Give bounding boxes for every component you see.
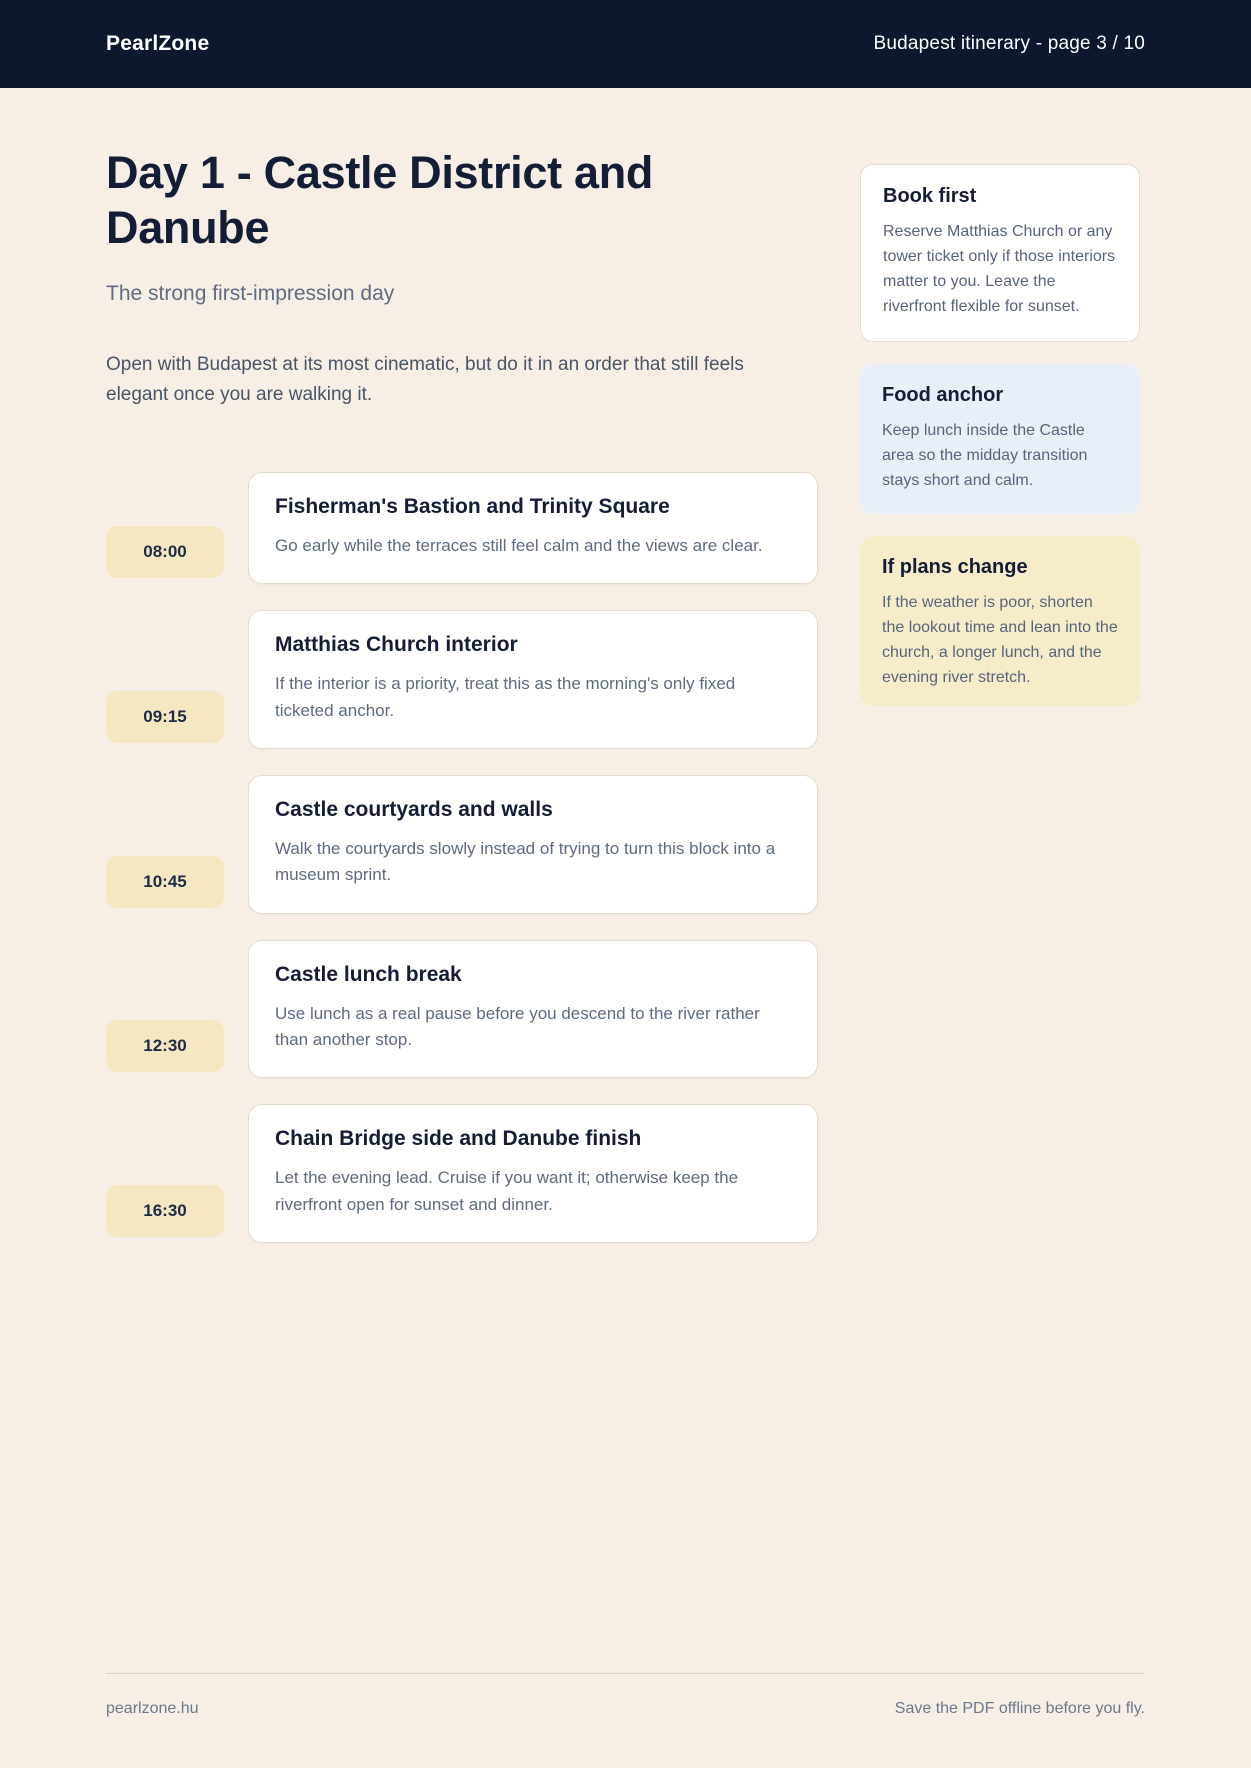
timeline-item xyxy=(106,775,818,914)
timeline-description: Let the evening lead. Cruise if you want it; otherwise keep the riverfront open for sunset and dinner. xyxy=(275,1168,739,1214)
timeline-card xyxy=(248,610,818,749)
timeline-item xyxy=(106,940,818,1079)
timeline-list xyxy=(106,472,818,1243)
sidebar-notes xyxy=(860,146,1140,1243)
note-title: Book first xyxy=(883,185,977,207)
timeline-description: Use lunch as a real pause before you descend to the river rather than another stop. xyxy=(275,1003,760,1049)
intro-paragraph: Open with Budapest at its most cinematic, but do it in an order that still feels elegant once you are walking it. xyxy=(106,353,744,405)
timeline-title: Chain Bridge side and Danube finish xyxy=(275,1127,642,1151)
footer-site: pearlzone.hu xyxy=(106,1700,199,1717)
timeline-description: Walk the courtyards slowly instead of trying to turn this block into a museum sprint. xyxy=(275,838,776,885)
note-title: Food anchor xyxy=(882,384,1004,406)
timeline-time: 12:30 xyxy=(106,1020,224,1072)
timeline-card xyxy=(248,472,818,584)
note-card-food-anchor xyxy=(860,364,1140,514)
note-card-if-plans-change xyxy=(860,536,1140,706)
timeline-card xyxy=(248,775,818,914)
timeline-time: 09:15 xyxy=(106,691,224,743)
footer-note: Save the PDF offline before you fly. xyxy=(894,1700,1145,1717)
page-body xyxy=(0,88,1251,1717)
timeline-time: 16:30 xyxy=(106,1185,224,1237)
timeline-time: 10:45 xyxy=(106,856,224,908)
timeline-item xyxy=(106,1104,818,1243)
timeline-item xyxy=(106,472,818,584)
document-footer xyxy=(106,1673,1145,1718)
timeline-description: If the interior is a priority, treat this as the morning's only fixed ticketed anchor. xyxy=(275,674,736,720)
timeline-title: Matthias Church interior xyxy=(275,633,518,657)
note-card-book-first xyxy=(860,164,1140,342)
timeline-item xyxy=(106,610,818,749)
timeline-card xyxy=(248,1104,818,1243)
brand-name: PearlZone xyxy=(106,32,210,55)
note-body: Reserve Matthias Church or any tower ticket only if those interiors matter to you. Leave the riverfront flexible for sunset. xyxy=(883,223,1116,315)
document-header xyxy=(0,0,1251,88)
note-body: Keep lunch inside the Castle area so the midday transition stays short and calm. xyxy=(882,422,1088,489)
note-body: If the weather is poor, shorten the lookout time and lean into the church, a longer lunch, and the evening river stretch. xyxy=(882,594,1118,686)
timeline-title: Castle lunch break xyxy=(275,962,462,986)
page-title: Day 1 - Castle District and Danube xyxy=(106,147,654,253)
document-meta: Budapest itinerary - page 3 / 10 xyxy=(873,33,1145,54)
timeline-description: Go early while the terraces still feel calm and the views are clear. xyxy=(275,535,763,555)
page-subtitle: The strong first-impression day xyxy=(106,281,395,305)
timeline-title: Castle courtyards and walls xyxy=(275,797,553,821)
note-title: If plans change xyxy=(882,556,1028,578)
timeline-title: Fisherman's Bastion and Trinity Square xyxy=(275,494,670,518)
timeline-card xyxy=(248,940,818,1079)
content-columns xyxy=(106,88,1145,1243)
main-column xyxy=(106,146,818,1243)
timeline-time: 08:00 xyxy=(106,526,224,578)
